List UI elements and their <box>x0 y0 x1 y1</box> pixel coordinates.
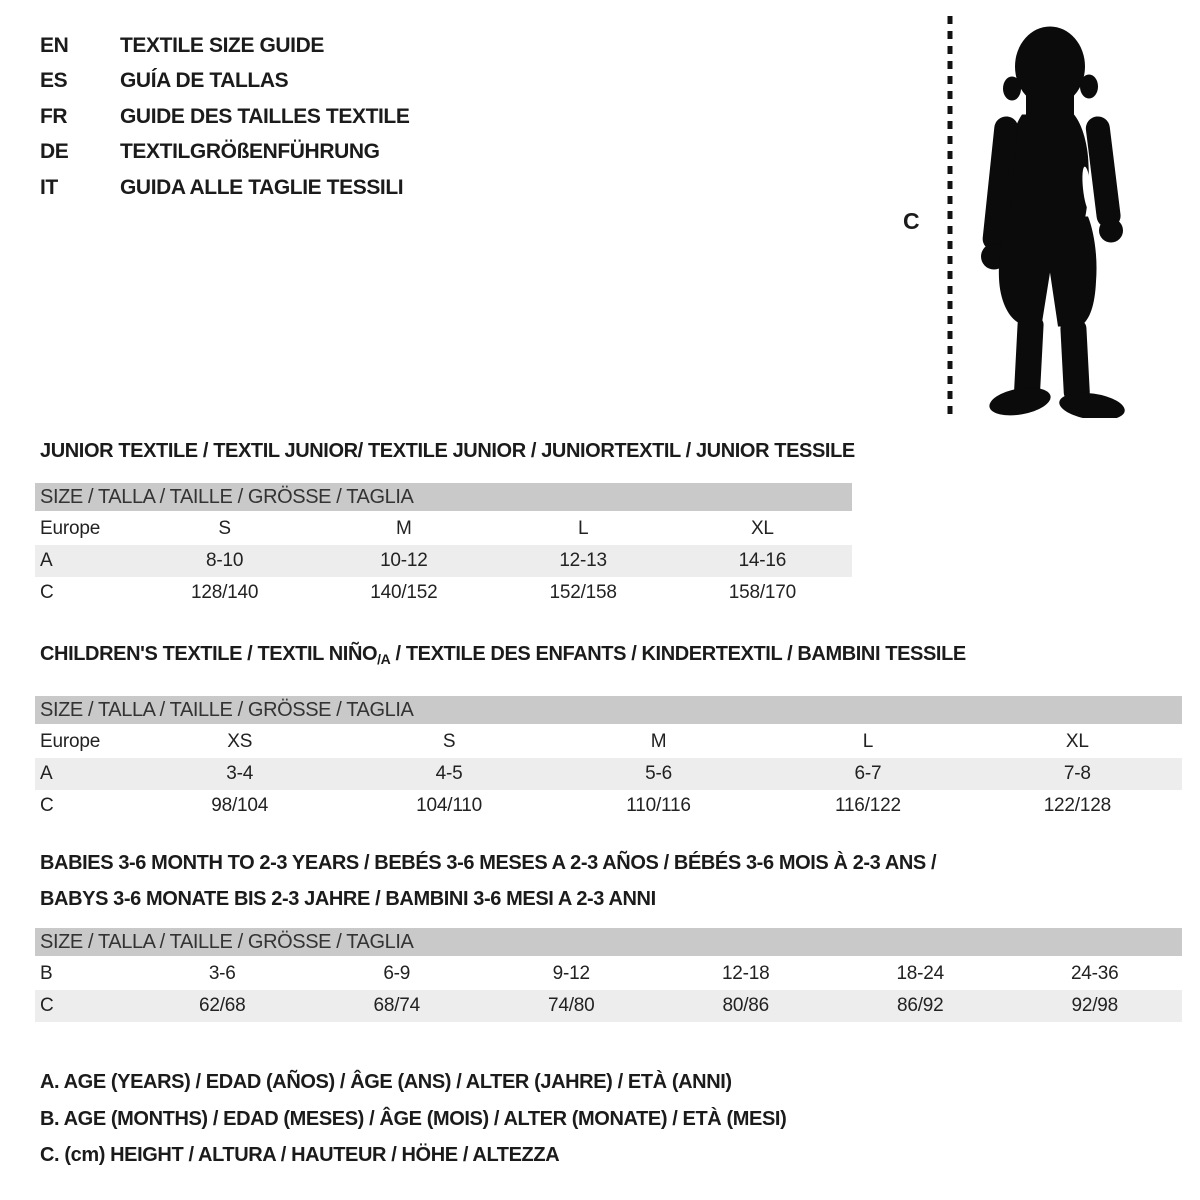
table-cell: 14-16 <box>738 550 787 571</box>
guide-title-es: GUÍA DE TALLAS <box>120 69 289 93</box>
table-row-europe <box>35 513 852 545</box>
table-cell: 62/68 <box>198 995 246 1016</box>
toddler-silhouette-icon <box>962 15 1137 418</box>
table-cell: 10-12 <box>380 550 428 571</box>
table-row-b <box>35 958 1182 990</box>
size-column: XL <box>1065 731 1089 752</box>
table-row-europe <box>35 726 1182 758</box>
lang-code: FR <box>40 104 68 128</box>
table-cell: 158/170 <box>728 582 797 603</box>
guide-title-en: TEXTILE SIZE GUIDE <box>120 33 324 57</box>
lang-row-es <box>40 64 409 100</box>
table-cell: 74/80 <box>547 995 595 1016</box>
table-cell: 24-36 <box>1070 963 1119 984</box>
language-title-list <box>40 28 409 206</box>
junior-size-table <box>35 483 852 609</box>
guide-title-de: TEXTILGRÖßENFÜHRUNG <box>120 140 380 164</box>
height-dashed-line <box>946 16 954 419</box>
babies-section <box>35 845 1182 1022</box>
table-cell: 86/92 <box>896 995 944 1016</box>
table-cell: 12-18 <box>721 963 770 984</box>
table-cell: 122/128 <box>1043 795 1111 816</box>
height-measure-label: C <box>903 208 920 234</box>
children-title-subscript: /A <box>377 651 391 667</box>
lang-row-it <box>40 170 409 206</box>
lang-code: EN <box>40 33 69 57</box>
size-column: M <box>650 731 667 752</box>
size-column: S <box>218 518 231 539</box>
table-cell: 140/152 <box>370 582 438 603</box>
table-cell: 5-6 <box>645 763 672 784</box>
junior-section <box>35 440 855 609</box>
children-section-title <box>40 643 1182 670</box>
size-header-bar: SIZE / TALLA / TAILLE / GRÖSSE / TAGLIA <box>35 696 1182 726</box>
guide-title-fr: GUIDE DES TAILLES TEXTILE <box>120 104 410 128</box>
size-column: XS <box>227 731 253 752</box>
table-cell: 104/110 <box>416 795 483 816</box>
row-label: C <box>40 995 54 1016</box>
table-cell: 152/158 <box>549 582 617 603</box>
lang-code: DE <box>40 140 69 164</box>
region-label: Europe <box>40 518 101 539</box>
size-column: L <box>577 518 589 539</box>
children-title-prefix: CHILDREN'S TEXTILE / TEXTIL NIÑO <box>40 643 378 665</box>
table-row-c <box>35 990 1182 1022</box>
table-cell: 18-24 <box>896 963 945 984</box>
junior-section-title: JUNIOR TEXTILE / TEXTIL JUNIOR/ TEXTILE JUNIOR / JUNIORTEXTIL / JUNIOR TESSILE <box>40 440 855 462</box>
table-cell: 80/86 <box>722 995 770 1016</box>
region-label: Europe <box>40 731 101 752</box>
size-column: S <box>442 731 456 752</box>
table-cell: 4-5 <box>435 763 463 784</box>
children-section <box>35 643 1182 822</box>
size-column: M <box>396 518 412 539</box>
lang-code: ES <box>40 69 68 93</box>
row-label: A <box>40 550 53 571</box>
size-column: L <box>862 731 874 752</box>
babies-section-title-line1: BABIES 3-6 MONTH TO 2-3 YEARS / BEBÉS 3-6 MESES A 2-3 AÑOS / BÉBÉS 3-6 MOIS À 2-3 ANS / <box>40 852 937 874</box>
table-cell: 128/140 <box>190 582 259 603</box>
legend-line-b: B. AGE (MONTHS) / EDAD (MESES) / ÂGE (MOIS) / ALTER (MONATE) / ETÀ (MESI) <box>40 1107 787 1130</box>
table-cell: 110/116 <box>626 795 691 816</box>
size-header-bar: SIZE / TALLA / TAILLE / GRÖSSE / TAGLIA <box>35 928 1182 958</box>
lang-row-en <box>40 28 409 64</box>
table-cell: 7-8 <box>1063 763 1091 784</box>
lang-code: IT <box>40 175 58 199</box>
table-cell: 3-4 <box>226 763 254 784</box>
measure-legend <box>40 1064 786 1174</box>
row-label: A <box>40 763 53 784</box>
table-row-a <box>35 758 1182 790</box>
lang-row-fr <box>40 99 409 135</box>
legend-line-a: A. AGE (YEARS) / EDAD (AÑOS) / ÂGE (ANS) / ALTER (JAHRE) / ETÀ (ANNI) <box>40 1071 732 1093</box>
table-cell: 116/122 <box>834 795 901 816</box>
babies-section-title-line2: BABYS 3-6 MONATE BIS 2-3 JAHRE / BAMBINI 3-6 MESI A 2-3 ANNI <box>40 888 656 910</box>
table-cell: 8-10 <box>206 550 244 571</box>
table-cell: 3-6 <box>208 963 236 984</box>
table-cell: 6-9 <box>383 963 411 984</box>
size-header-bar: SIZE / TALLA / TAILLE / GRÖSSE / TAGLIA <box>35 483 852 513</box>
table-row-a <box>35 545 852 577</box>
table-cell: 12-13 <box>559 550 607 571</box>
row-label: C <box>40 795 54 816</box>
legend-line-c: C. (cm) HEIGHT / ALTURA / HAUTEUR / HÖHE / ALTEZZA <box>40 1144 560 1166</box>
lang-row-de <box>40 135 409 171</box>
children-title-suffix: / TEXTILE DES ENFANTS / KINDERTEXTIL / BAMBINI TESSILE <box>390 643 966 665</box>
table-cell: 92/98 <box>1071 995 1119 1016</box>
table-cell: 98/104 <box>211 795 269 816</box>
row-label: C <box>40 582 54 603</box>
size-column: XL <box>750 518 774 539</box>
table-cell: 9-12 <box>552 963 590 984</box>
table-row-c <box>35 790 1182 822</box>
children-size-table <box>35 696 1182 822</box>
babies-size-table <box>35 928 1182 1022</box>
table-row-c <box>35 577 852 609</box>
table-cell: 6-7 <box>854 763 882 784</box>
guide-title-it: GUIDA ALLE TAGLIE TESSILI <box>120 175 404 199</box>
row-label: B <box>40 963 53 984</box>
table-cell: 68/74 <box>373 995 421 1016</box>
